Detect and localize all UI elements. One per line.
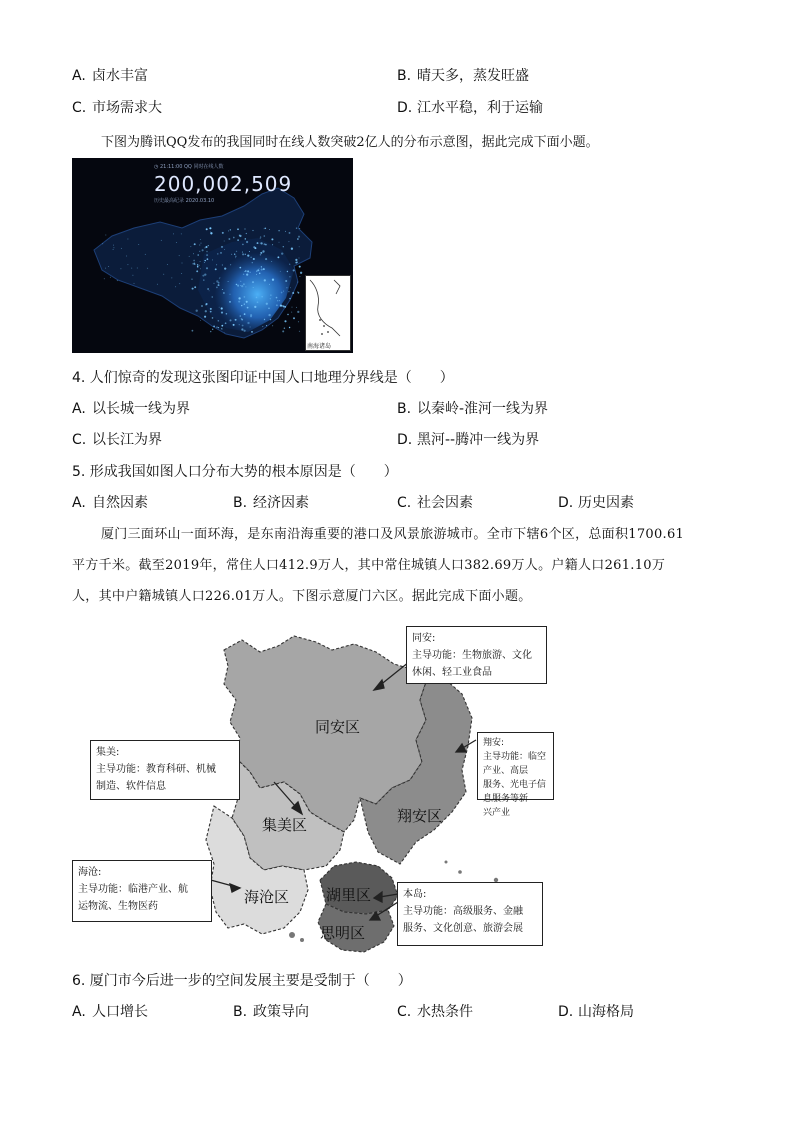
q4-option-a: 以长城一线为界 bbox=[92, 401, 190, 417]
q4-option-c-letter: C. bbox=[72, 432, 87, 448]
q5-option-b-letter: B. bbox=[233, 495, 248, 511]
jimei-box-head: 集美: bbox=[96, 747, 120, 758]
q6-option-c-letter: C. bbox=[397, 1004, 412, 1020]
q5-option-b: 经济因素 bbox=[253, 495, 309, 511]
inset-label: 南海诸岛 bbox=[307, 343, 332, 350]
q4-option-b: 以秦岭-淮河一线为界 bbox=[417, 401, 549, 417]
q3-option-b: 晴天多，蒸发旺盛 bbox=[417, 68, 529, 84]
intro-xiamen bbox=[72, 519, 722, 612]
haicang-box-head: 海沧: bbox=[78, 867, 102, 878]
intro-xiamen-line-2: 平方千米。截至2019年，常住人口412.9万人，其中常住城镇人口382.69万人。户籍人口261.10万 bbox=[72, 558, 666, 573]
district-siming: 思明区 bbox=[320, 924, 366, 942]
q6-option-c: 水热条件 bbox=[417, 1004, 473, 1020]
jimei-function-box bbox=[90, 740, 240, 800]
q3-option-c-letter: C. bbox=[72, 100, 87, 116]
q6-option-a-letter: A. bbox=[72, 1004, 86, 1020]
qq-map-subtitle: 历史最高纪录 2020.03.10 bbox=[154, 198, 215, 204]
q3-option-d: 江水平稳，利于运输 bbox=[417, 100, 543, 116]
q4-option-a-letter: A. bbox=[72, 401, 86, 417]
haicang-box-line-1: 主导功能：临港产业、航 bbox=[78, 884, 188, 895]
q3-option-a-letter: A. bbox=[72, 68, 86, 84]
haicang-box-line-2: 运物流、生物医药 bbox=[78, 901, 158, 912]
q6-option-b: 政策导向 bbox=[253, 1004, 309, 1020]
q5-option-c-letter: C. bbox=[397, 495, 412, 511]
q6-option-a: 人口增长 bbox=[92, 1004, 148, 1020]
south-china-sea-inset bbox=[305, 275, 351, 351]
intro-xiamen-line-1: 厦门三面环山一面环海，是东南沿海重要的港口及风景旅游城市。全市下辖6个区，总面积1700.61 bbox=[101, 527, 685, 542]
q4-option-d-letter: D. bbox=[397, 432, 413, 448]
q5-option-c: 社会因素 bbox=[417, 495, 473, 511]
intro-qq-map: 下图为腾讯QQ发布的我国同时在线人数突破2亿人的分布示意图，据此完成下面小题。 bbox=[101, 135, 599, 150]
qq-online-counter: 200,002,509 bbox=[154, 172, 293, 196]
bendao-box-head: 本岛: bbox=[403, 889, 427, 900]
q3-option-d-letter: D. bbox=[397, 100, 413, 116]
tongan-function-box bbox=[406, 626, 547, 684]
q4-option-c: 以长江为界 bbox=[92, 432, 162, 448]
xiangan-box-line-1: 主导功能：临空产业、高层 bbox=[483, 752, 547, 776]
tongan-box-line-2: 休闲、轻工业食品 bbox=[412, 667, 492, 678]
q6-option-d: 山海格局 bbox=[578, 1004, 634, 1020]
bendao-function-box bbox=[397, 882, 543, 946]
district-haicang: 海沧区 bbox=[244, 888, 290, 906]
q3-option-a: 卤水丰富 bbox=[92, 68, 148, 84]
tongan-box-line-1: 主导功能：生物旅游、文化 bbox=[412, 650, 532, 661]
q4-option-b-letter: B. bbox=[397, 401, 412, 417]
q6-option-b-letter: B. bbox=[233, 1004, 248, 1020]
q5-stem: 5. 形成我国如图人口分布大势的根本原因是（ ） bbox=[72, 464, 398, 480]
district-huli: 湖里区 bbox=[326, 886, 372, 904]
bendao-box-line-1: 主导功能：高级服务、金融 bbox=[403, 906, 523, 917]
q6-option-d-letter: D. bbox=[558, 1004, 574, 1020]
q5-option-d-letter: D. bbox=[558, 495, 574, 511]
q3-option-b-letter: B. bbox=[397, 68, 412, 84]
q5-option-d: 历史因素 bbox=[578, 495, 634, 511]
tongan-box-head: 同安: bbox=[412, 633, 436, 644]
xiangan-box-head: 翔安: bbox=[483, 738, 505, 748]
bendao-box-line-2: 服务、文化创意、旅游会展 bbox=[403, 923, 523, 934]
q5-option-a: 自然因素 bbox=[92, 495, 148, 511]
q5-option-a-letter: A. bbox=[72, 495, 86, 511]
intro-xiamen-line-3: 人，其中户籍城镇人口226.01万人。下图示意厦门六区。据此完成下面小题。 bbox=[72, 589, 532, 604]
xiangan-box-line-2: 服务、光电子信息服务等新 bbox=[483, 780, 547, 804]
xiangan-function-box bbox=[477, 732, 554, 818]
xiamen-district-map bbox=[64, 622, 554, 960]
q6-stem: 6. 厦门市今后进一步的空间发展主要是受制于（ ） bbox=[72, 973, 412, 989]
district-jimei: 集美区 bbox=[262, 816, 308, 834]
xiangan-box-line-3: 兴产业 bbox=[483, 808, 511, 818]
jimei-box-line-2: 制造、软件信息 bbox=[96, 781, 166, 792]
qq-online-map bbox=[72, 158, 353, 353]
district-tongan: 同安区 bbox=[315, 718, 361, 736]
q4-option-d: 黑河--腾冲一线为界 bbox=[417, 432, 540, 448]
q3-option-c: 市场需求大 bbox=[92, 100, 162, 116]
district-xiangan: 翔安区 bbox=[397, 807, 443, 825]
qq-map-time: ◷ 21:11:00 QQ 同时在线人数 bbox=[154, 164, 224, 170]
haicang-function-box bbox=[72, 860, 212, 922]
jimei-box-line-1: 主导功能：教育科研、机械 bbox=[96, 764, 216, 775]
q4-stem: 4. 人们惊奇的发现这张图印证中国人口地理分界线是（ ） bbox=[72, 370, 454, 386]
